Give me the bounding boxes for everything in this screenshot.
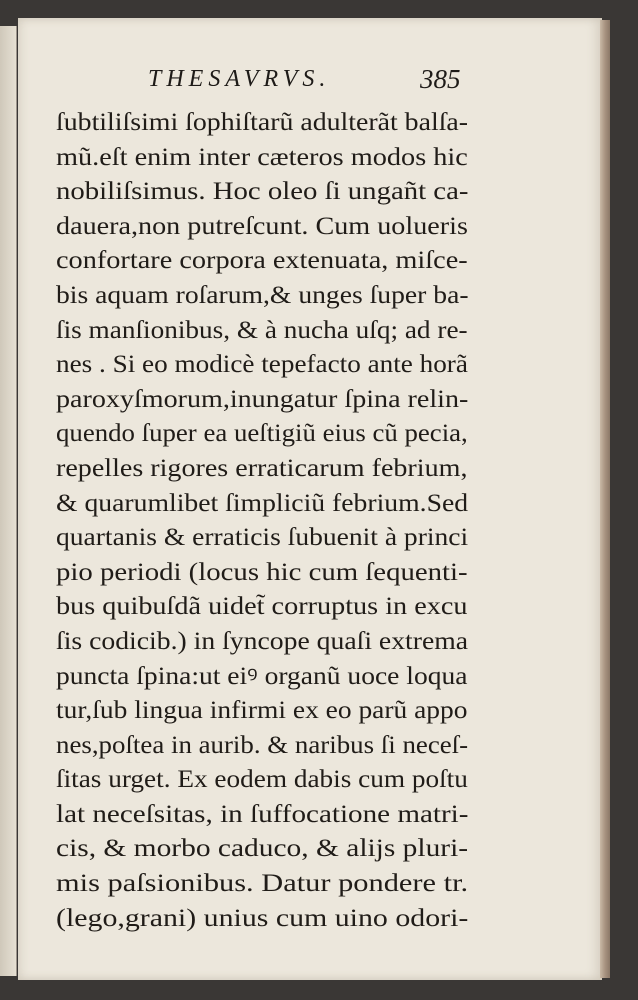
text-line: mũ.eſt enim inter cæteros modos hic <box>56 143 468 171</box>
body-text <box>56 106 468 936</box>
book-page <box>18 18 602 980</box>
text-line: ſubtiliſsimi ſophiſtarũ adulterãt balſa- <box>56 109 469 136</box>
facing-page-edge <box>0 26 17 976</box>
text-line: repelles rigores erraticarum febrium, <box>56 454 468 482</box>
text-line: puncta ſpina:ut eiꝰ organũ uoce loqua <box>56 662 468 690</box>
text-line: mis paſsionibus. Datur pondere tr. <box>56 870 469 898</box>
text-line: quendo ſuper ea ueſtigiũ eius cũ pecia, <box>56 420 468 448</box>
text-line: lat neceſsitas, in ſuffocatione matri- <box>56 800 469 828</box>
text-line: ſis manſionibus, & à nucha uſq; ad re- <box>56 316 468 344</box>
page-header <box>18 64 602 104</box>
running-head: THESAVRVS. <box>148 66 331 92</box>
text-line: ſitas urget. Ex eodem dabis cum poſtu <box>56 766 468 794</box>
text-line: & quarumlibet ſimpliciũ febrium.Sed <box>56 489 469 517</box>
text-line: nobiliſsimus. Hoc oleo ſi ungañt ca- <box>56 178 469 206</box>
text-line: bis aquam roſarum,& unges ſuper ba- <box>56 281 469 309</box>
page-number: 385 <box>420 64 461 94</box>
text-line: nes . Si eo modicè tepefacto ante horã <box>56 351 468 379</box>
text-line: pio periodi (locus hic cum ſequenti- <box>56 558 468 586</box>
text-line: bus quibuſdã uidet̃ corruptus in excu <box>56 593 468 621</box>
text-line: (lego,grani) unius cum uino odori- <box>56 904 469 932</box>
text-line: ſis codicib.) in ſyncope quaſi extrema <box>56 627 469 655</box>
page-stack-edge <box>600 20 610 978</box>
text-line: nes,poſtea in aurib. & naribus ſi neceſ- <box>56 731 469 759</box>
text-line: confortare corpora extenuata, miſce- <box>56 247 468 275</box>
text-line: paroxyſmorum,inungatur ſpina relin- <box>56 385 469 413</box>
text-line: tur,ſub lingua infirmi ex eo parũ appo <box>56 697 468 725</box>
text-line: dauera,non putreſcunt. Cum uolueris <box>56 212 468 240</box>
text-line: cis, & morbo caduco, & alijs pluri- <box>56 835 469 863</box>
text-line: quartanis & erraticis ſubuenit à princi <box>56 524 469 552</box>
